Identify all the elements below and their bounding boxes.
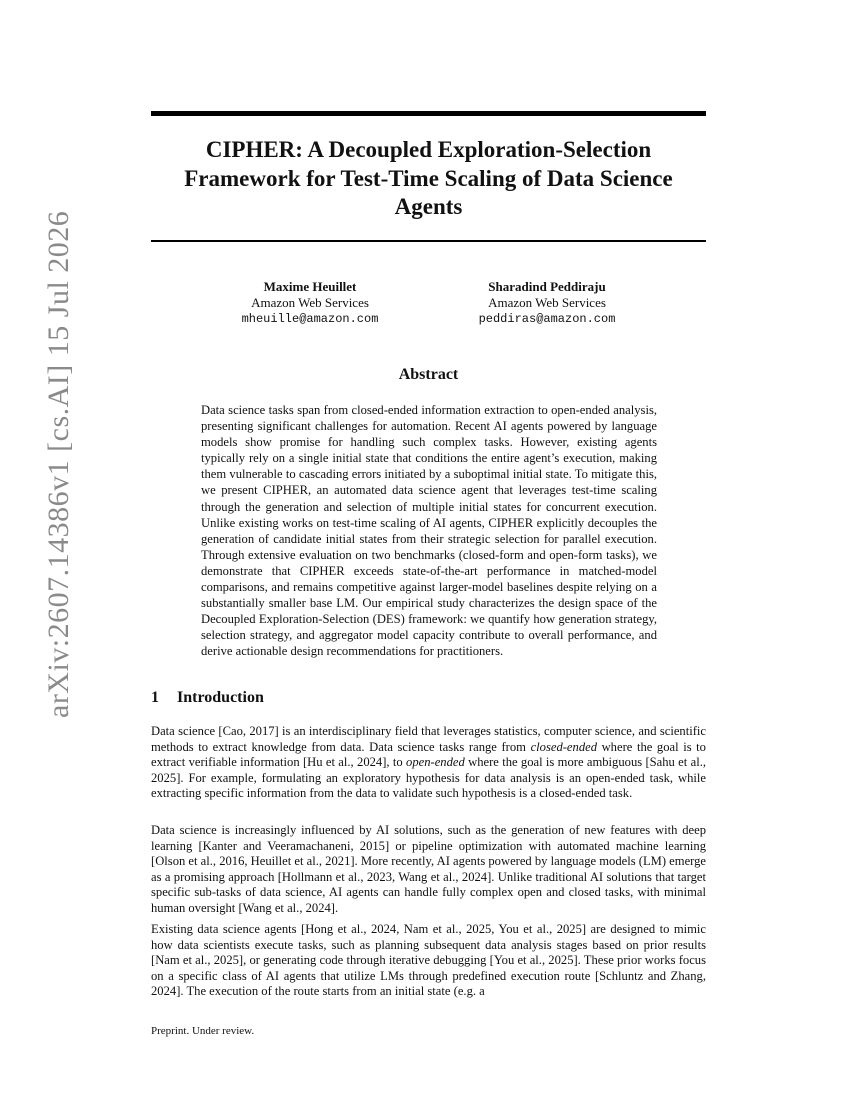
intro-paragraph-1 [151, 724, 706, 802]
arxiv-identifier-stamp: arXiv:2607.14386v1 [cs.AI] 15 Jul 2026 [42, 210, 75, 718]
section-heading [151, 689, 264, 707]
emphasis-open-ended: open-ended [406, 755, 465, 770]
intro-paragraph-3: Existing data science agents [Hong et al., 2024, Nam et al., 2025, You et al., 2025] are designed to mimic how data scientists execute tasks, such as planning subsequent data analysis stages based on prior results [Nam et al., 2025], or generating code through iterative debugging [You et al., 2025]. These prior works focus on a specific class of AI agents that utilize LMs through predefined execution route [Schluntz and Zhang, 2024]. The execution of the route starts from an initial state (e.g. a [151, 922, 706, 999]
title-line: CIPHER: A Decoupled Exploration-Selection [205, 137, 652, 162]
emphasis-closed-ended: closed-ended [530, 739, 597, 754]
preprint-footer: Preprint. Under review. [151, 1025, 255, 1037]
author-name: Sharadind Peddiraju [488, 279, 606, 294]
paragraph-text: Data science [Cao, 2017] is an interdisciplinary field that leverages statistics, computer science, and scientific methods to extract knowledge from data. Data science tasks range from [151, 724, 706, 754]
intro-paragraph-2: Data science is increasingly influenced by AI solutions, such as the generation of new features with deep learning [Kanter and Veeramachaneni, 2015] or pipeline optimization with automated machine learning [Olson et al., 2016, Heuillet et al., 2021]. More recently, AI agents powered by language models (LM) emerge as a promising approach [Hollmann et al., 2023, Wang et al., 2024]. Unlike traditional AI solutions that target specific sub-tasks of data science, AI agents can handle fully complex open and closed tasks, with minimal human oversight [Wang et al., 2024]. [151, 823, 707, 915]
paper-title [151, 136, 706, 222]
author-affiliation: Amazon Web Services [251, 295, 369, 310]
title-bottom-rule [151, 240, 706, 242]
author-email[interactable]: peddiras@amazon.com [478, 312, 616, 326]
author-affiliation: Amazon Web Services [488, 295, 606, 310]
abstract-heading: Abstract [398, 366, 459, 383]
paragraph-text: where the goal is to extract verifiable information [Hu et al., 2024], to [151, 739, 706, 770]
author-name: Maxime Heuillet [263, 279, 357, 294]
author-block [180, 279, 440, 327]
section-number: 1 [151, 689, 159, 706]
title-line: Agents [394, 194, 463, 219]
author-email[interactable]: mheuille@amazon.com [241, 312, 379, 326]
author-block [417, 279, 677, 327]
abstract-text: Data science tasks span from closed-ended information extraction to open-ended analysis, presenting significant challenges for automation. Recent AI agents powered by language models show promise for handling such complex tasks. However, existing agents typically rely on a single initial state that conditions the entire agent’s execution, making them vulnerable to cascading errors initiated by a suboptimal initial state. To mitigate this, we present CIPHER, an automated data science agent that leverages test-time scaling through the generation and selection of multiple initial states for concurrent execution. Unlike existing works on test-time scaling of AI agents, CIPHER explicitly decouples the generation of candidate initial states from their strategic selection for parallel execution. Through extensive evaluation on two benchmarks (closed-form and open-form tasks), we demonstrate that CIPHER exceeds state-of-the-art performance in matched-model comparisons, and remains competitive against larger-model baselines despite relying on a substantially smaller base LM. Our empirical study characterizes the design space of the Decoupled Exploration-Selection (DES) framework: we quantify how generation strategy, selection strategy, and aggregator model capacity contribute to overall performance, and derive actionable design recommendations for practitioners. [201, 403, 657, 659]
section-title: Introduction [177, 689, 264, 706]
title-line: Framework for Test-Time Scaling of Data Science [184, 165, 673, 191]
title-top-rule [151, 111, 706, 116]
paragraph-text: where the goal is more ambiguous [Sahu et al., 2025]. For example, formulating an exploratory hypothesis for data analysis is an open-ended task, while extracting specific information from the data to validate such hypothesis is a closed-ended task. [151, 755, 706, 801]
